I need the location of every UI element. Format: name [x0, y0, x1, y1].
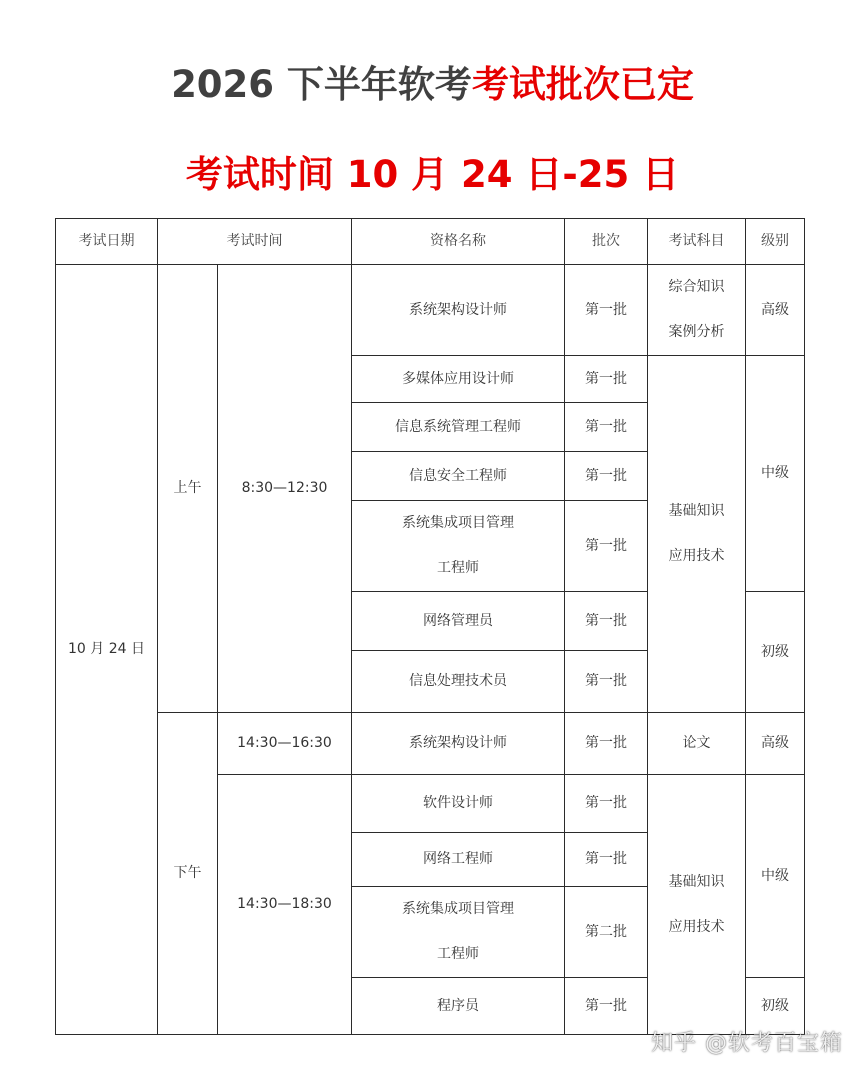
- qualification-cell: [352, 713, 565, 775]
- subject-line: 应用技术: [668, 548, 725, 564]
- title-highlight: 考试批次已定: [471, 63, 694, 106]
- qualification-cell: [352, 833, 565, 887]
- batch-cell: 第一批: [565, 651, 648, 713]
- batch-cell: 第一批: [565, 501, 648, 592]
- afternoon-time-cell: 14:30—18:30: [218, 775, 352, 1035]
- qualification-cell: [352, 775, 565, 833]
- qualification-cell: [352, 651, 565, 713]
- subject-cell: [648, 356, 746, 713]
- batch-cell: 第一批: [565, 452, 648, 501]
- qualification-cell: [352, 403, 565, 452]
- qualification-line: 网络工程师: [423, 851, 493, 867]
- watermark: 知乎 @软考百宝箱: [651, 1031, 843, 1056]
- qualification-line: 系统集成项目管理: [402, 515, 514, 531]
- header-batch: 批次: [565, 219, 648, 265]
- qualification-line: 系统架构设计师: [409, 735, 507, 751]
- page-subtitle: 考试时间 10 月 24 日-25 日: [185, 153, 680, 196]
- table-row: [56, 713, 805, 775]
- qualification-line: 信息处理技术员: [409, 673, 507, 689]
- subject-line: 基础知识: [668, 503, 725, 519]
- header-level: 级别: [746, 219, 805, 265]
- morning-time-cell: 8:30—12:30: [218, 265, 352, 713]
- qualification-cell: [352, 978, 565, 1035]
- page-title: [0, 60, 865, 110]
- level-cell: 中级: [746, 356, 805, 592]
- batch-cell: 第一批: [565, 833, 648, 887]
- subject-line: 案例分析: [668, 324, 725, 340]
- level-cell: 高级: [746, 265, 805, 356]
- afternoon-time-cell: 14:30—16:30: [218, 713, 352, 775]
- level-cell: 初级: [746, 592, 805, 713]
- qualification-line: 程序员: [437, 997, 479, 1014]
- batch-cell: 第一批: [565, 978, 648, 1035]
- afternoon-label-cell: 下午: [158, 713, 218, 1035]
- table-header-row: [56, 219, 805, 265]
- exam-date-cell: 10 月 24 日: [56, 265, 158, 1035]
- batch-cell: 第一批: [565, 775, 648, 833]
- qualification-cell: [352, 356, 565, 403]
- header-subject: 考试科目: [648, 219, 746, 265]
- level-cell: 初级: [746, 978, 805, 1035]
- table-row: [56, 265, 805, 356]
- subject-line: 综合知识: [668, 279, 725, 295]
- morning-label-cell: 上午: [158, 265, 218, 713]
- batch-cell: 第一批: [565, 592, 648, 651]
- qualification-line: 工程师: [437, 946, 479, 962]
- header-date: 考试日期: [56, 219, 158, 265]
- qualification-line: 信息系统管理工程师: [395, 418, 521, 435]
- qualification-cell: [352, 887, 565, 978]
- level-cell: 中级: [746, 775, 805, 978]
- qualification-cell: [352, 501, 565, 592]
- batch-cell: 第一批: [565, 265, 648, 356]
- qualification-line: 系统集成项目管理: [402, 901, 514, 917]
- qualification-line: 系统架构设计师: [409, 301, 507, 318]
- qualification-line: 网络管理员: [423, 612, 493, 629]
- qualification-cell: [352, 592, 565, 651]
- batch-cell: 第一批: [565, 713, 648, 775]
- subject-cell: [648, 775, 746, 1035]
- header-qualification: 资格名称: [352, 219, 565, 265]
- title-prefix: 2026 下半年软考: [171, 63, 472, 106]
- batch-cell: 第一批: [565, 403, 648, 452]
- qualification-line: 多媒体应用设计师: [402, 370, 514, 387]
- qualification-line: 工程师: [437, 560, 479, 576]
- exam-schedule-table: [55, 218, 805, 1035]
- batch-cell: 第二批: [565, 887, 648, 978]
- qualification-line: 软件设计师: [423, 795, 493, 811]
- subject-cell: 论文: [648, 713, 746, 775]
- batch-cell: 第一批: [565, 356, 648, 403]
- subject-line: 应用技术: [668, 918, 725, 935]
- qualification-cell: [352, 452, 565, 501]
- qualification-cell: [352, 265, 565, 356]
- level-cell: 高级: [746, 713, 805, 775]
- subject-cell: [648, 265, 746, 356]
- header-time: 考试时间: [158, 219, 352, 265]
- subject-line: 基础知识: [668, 873, 725, 890]
- qualification-line: 信息安全工程师: [409, 467, 507, 484]
